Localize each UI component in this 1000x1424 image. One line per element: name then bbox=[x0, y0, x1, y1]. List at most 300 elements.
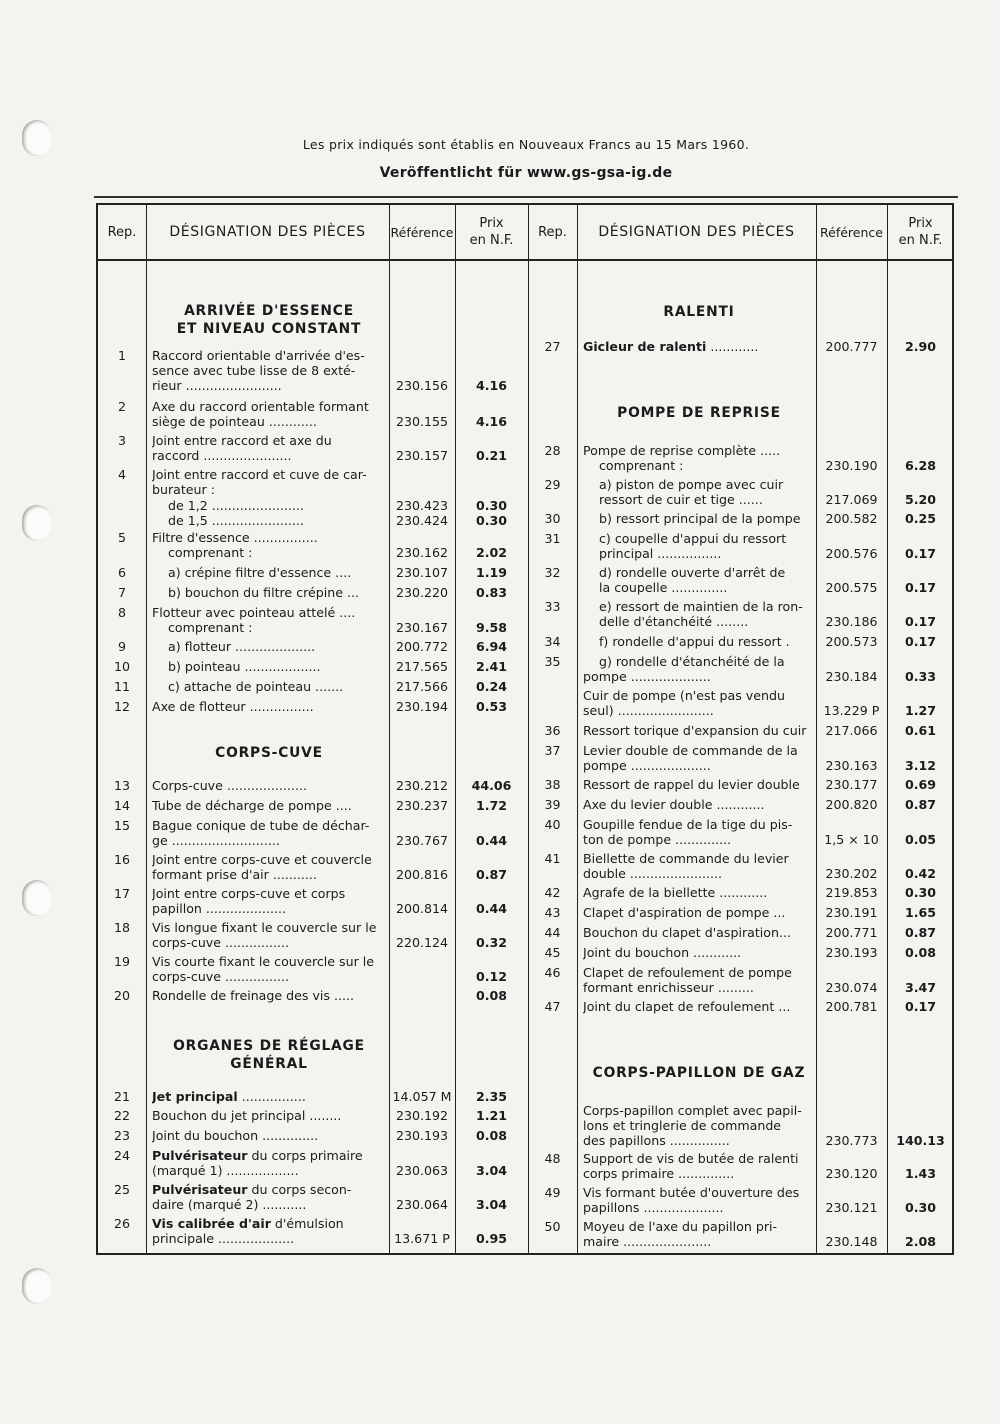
part-price: 1.19 bbox=[475, 565, 508, 580]
part-designation bbox=[152, 1128, 386, 1143]
part-reference: 230.177 bbox=[825, 777, 878, 792]
part-designation bbox=[583, 999, 815, 1014]
part-designation bbox=[152, 467, 386, 497]
designation-line: Bague conique de tube de déchar- bbox=[152, 818, 370, 833]
col-prix-right bbox=[887, 205, 954, 259]
part-designation bbox=[152, 513, 386, 528]
designation-line: Axe du raccord orientable formant bbox=[152, 399, 369, 414]
designation-line: Bouchon du clapet d'aspiration... bbox=[583, 925, 791, 940]
rep-number: 21 bbox=[113, 1089, 131, 1104]
rep-number: 10 bbox=[113, 659, 131, 674]
part-designation bbox=[152, 699, 386, 714]
col-rep-left: Rep. bbox=[107, 224, 137, 240]
part-price: 0.25 bbox=[904, 511, 937, 526]
designation-line: Joint entre corps-cuve et corps bbox=[152, 886, 346, 901]
part-reference: 230.193 bbox=[825, 945, 878, 960]
part-designation bbox=[152, 1216, 386, 1246]
designation-line: Cuir de pompe (n'est pas vendu bbox=[583, 688, 785, 703]
punch-hole bbox=[22, 1268, 52, 1304]
part-reference: 230.202 bbox=[825, 866, 878, 881]
rep-number: 38 bbox=[544, 777, 561, 792]
designation-line: Levier double de commande de la bbox=[583, 743, 798, 758]
designation-line: b) pointeau ................... bbox=[168, 659, 321, 674]
part-price: 0.17 bbox=[904, 999, 937, 1014]
prix-line2: en N.F. bbox=[898, 233, 943, 248]
part-reference: 230.184 bbox=[825, 669, 878, 684]
rep-number: 26 bbox=[113, 1216, 131, 1231]
part-designation bbox=[152, 954, 386, 984]
designation-line: Vis calibrée d'air d'émulsion bbox=[152, 1216, 344, 1231]
section-heading-line: RALENTI bbox=[663, 304, 735, 320]
part-reference: 230.220 bbox=[395, 585, 449, 600]
part-reference: 200.814 bbox=[395, 901, 449, 916]
part-price: 1.72 bbox=[475, 798, 508, 813]
part-designation bbox=[583, 654, 815, 684]
rep-number: 43 bbox=[544, 905, 561, 920]
part-price: 1.21 bbox=[475, 1108, 508, 1123]
part-price: 1.43 bbox=[904, 1166, 937, 1181]
rep-number: 47 bbox=[544, 999, 561, 1014]
designation-line: Clapet de refoulement de pompe bbox=[583, 965, 792, 980]
designation-line: Pompe de reprise complète ..... bbox=[583, 443, 781, 458]
part-designation bbox=[583, 477, 815, 507]
designation-line: des papillons ............... bbox=[583, 1133, 730, 1148]
part-designation bbox=[152, 1108, 386, 1123]
rep-number: 3 bbox=[117, 433, 126, 448]
designation-line: Moyeu de l'axe du papillon pri- bbox=[583, 1219, 778, 1234]
part-reference: 230.767 bbox=[395, 833, 449, 848]
part-price: 0.32 bbox=[475, 935, 508, 950]
designation-line: corps-cuve ................ bbox=[152, 935, 290, 950]
rep-number: 16 bbox=[113, 852, 131, 867]
part-reference: 1,5 × 10 bbox=[824, 832, 879, 847]
price-note: Les prix indiqués sont établis en Nouveaux Francs au 15 Mars 1960. bbox=[302, 137, 750, 152]
part-reference: 230.163 bbox=[825, 758, 878, 773]
designation-line: raccord ...................... bbox=[152, 448, 292, 463]
designation-line: a) crépine filtre d'essence .... bbox=[168, 565, 352, 580]
emphasis: Gicleur de ralenti bbox=[583, 339, 707, 354]
rep-number: 24 bbox=[113, 1148, 131, 1163]
section-heading-line: GÉNÉRAL bbox=[230, 1056, 308, 1072]
part-reference: 230.191 bbox=[825, 905, 878, 920]
part-price: 2.08 bbox=[904, 1234, 937, 1249]
part-designation bbox=[583, 634, 815, 649]
designation-line: b) ressort principal de la pompe bbox=[599, 511, 801, 526]
part-designation bbox=[152, 639, 386, 654]
rep-number: 15 bbox=[113, 818, 131, 833]
part-reference: 230.156 bbox=[395, 378, 449, 393]
designation-line: Corps-papillon complet avec papil- bbox=[583, 1103, 802, 1118]
rep-number: 31 bbox=[544, 531, 561, 546]
part-reference: 230.157 bbox=[395, 448, 449, 463]
part-price: 0.87 bbox=[904, 925, 937, 940]
col-prix-left bbox=[455, 205, 528, 259]
emphasis: Vis calibrée d'air bbox=[152, 1216, 271, 1231]
designation-line: corps-cuve ................ bbox=[152, 969, 290, 984]
rep-number: 46 bbox=[544, 965, 561, 980]
designation-line: comprenant : bbox=[168, 545, 253, 560]
part-price: 1.65 bbox=[904, 905, 937, 920]
designation-line: Axe de flotteur ................ bbox=[152, 699, 314, 714]
part-designation bbox=[583, 339, 815, 354]
part-designation bbox=[152, 988, 386, 1003]
part-designation bbox=[152, 886, 386, 916]
part-price: 0.08 bbox=[475, 988, 508, 1003]
part-reference: 230.063 bbox=[395, 1163, 449, 1178]
part-designation bbox=[583, 797, 815, 812]
designation-line: Filtre d'essence ................ bbox=[152, 530, 318, 545]
part-price: 2.02 bbox=[475, 545, 508, 560]
designation-line: c) attache de pointeau ....... bbox=[168, 679, 344, 694]
designation-line: Raccord orientable d'arrivée d'es- bbox=[152, 348, 365, 363]
rep-number: 49 bbox=[544, 1185, 561, 1200]
part-price: 0.30 bbox=[904, 885, 937, 900]
designation-line: principal ................ bbox=[599, 546, 722, 561]
part-designation bbox=[152, 1089, 386, 1104]
part-reference: 217.069 bbox=[825, 492, 878, 507]
part-reference: 230.186 bbox=[825, 614, 878, 629]
part-reference: 217.066 bbox=[825, 723, 878, 738]
part-reference: 200.575 bbox=[825, 580, 878, 595]
section-heading-line: POMPE DE REPRISE bbox=[617, 405, 781, 421]
designation-line: (marqué 1) .................. bbox=[152, 1163, 299, 1178]
part-designation bbox=[583, 851, 815, 881]
designation-line: d) rondelle ouverte d'arrêt de bbox=[599, 565, 786, 580]
part-price: 3.12 bbox=[904, 758, 937, 773]
col-designation-right: DÉSIGNATION DES PIÈCES bbox=[598, 223, 795, 240]
part-designation bbox=[152, 798, 386, 813]
designation-line: formant prise d'air ........... bbox=[152, 867, 317, 882]
designation-line: Support de vis de butée de ralenti bbox=[583, 1151, 799, 1166]
rep-number: 33 bbox=[544, 599, 561, 614]
part-price: 0.44 bbox=[475, 833, 508, 848]
designation-line: burateur : bbox=[152, 482, 215, 497]
part-reference: 230.074 bbox=[825, 980, 878, 995]
designation-line: corps primaire .............. bbox=[583, 1166, 735, 1181]
rep-number: 11 bbox=[113, 679, 131, 694]
part-designation bbox=[583, 1219, 815, 1249]
designation-line: Tube de décharge de pompe .... bbox=[152, 798, 352, 813]
part-designation bbox=[152, 399, 386, 429]
emphasis: Pulvérisateur bbox=[152, 1148, 248, 1163]
rep-number: 48 bbox=[544, 1151, 561, 1166]
part-price: 1.27 bbox=[904, 703, 937, 718]
part-price: 0.08 bbox=[475, 1128, 508, 1143]
designation-line: a) flotteur .................... bbox=[168, 639, 316, 654]
part-price: 6.94 bbox=[475, 639, 508, 654]
part-reference: 200.777 bbox=[825, 339, 878, 354]
designation-line: Jet principal ................ bbox=[152, 1089, 306, 1104]
designation-line: delle d'étanchéité ........ bbox=[599, 614, 749, 629]
emphasis: Pulvérisateur bbox=[152, 1182, 248, 1197]
designation-line: Joint du clapet de refoulement ... bbox=[583, 999, 791, 1014]
prix-line2: en N.F. bbox=[469, 233, 514, 248]
part-reference: 200.576 bbox=[825, 546, 878, 561]
designation-line: rieur ........................ bbox=[152, 378, 282, 393]
designation-line: Joint entre raccord et cuve de car- bbox=[152, 467, 367, 482]
part-price: 0.30 bbox=[904, 1200, 937, 1215]
part-reference: 230.107 bbox=[395, 565, 449, 580]
part-reference: 200.816 bbox=[395, 867, 449, 882]
part-price: 0.17 bbox=[904, 580, 937, 595]
part-reference: 230.121 bbox=[825, 1200, 878, 1215]
part-price: 0.33 bbox=[904, 669, 937, 684]
part-reference: 13.229 P bbox=[823, 703, 880, 718]
published-note: Veröffentlicht für www.gs-gsa-ig.de bbox=[379, 165, 673, 181]
part-designation bbox=[583, 565, 815, 595]
part-reference: 200.781 bbox=[825, 999, 878, 1014]
part-price: 44.06 bbox=[471, 778, 512, 793]
part-designation bbox=[152, 348, 386, 393]
rep-number: 41 bbox=[544, 851, 561, 866]
part-price: 2.90 bbox=[904, 339, 937, 354]
part-price: 0.69 bbox=[904, 777, 937, 792]
part-designation bbox=[583, 817, 815, 847]
rep-number: 42 bbox=[544, 885, 561, 900]
rep-number: 44 bbox=[544, 925, 561, 940]
part-price: 0.30 bbox=[475, 513, 508, 528]
part-reference: 230.194 bbox=[395, 699, 449, 714]
part-price: 0.53 bbox=[475, 699, 508, 714]
rep-number: 2 bbox=[117, 399, 126, 414]
designation-line: b) bouchon du filtre crépine ... bbox=[168, 585, 359, 600]
designation-line: ge ........................... bbox=[152, 833, 280, 848]
designation-line: g) rondelle d'étanchéité de la bbox=[599, 654, 785, 669]
part-designation bbox=[583, 531, 815, 561]
designation-line: comprenant : bbox=[168, 620, 253, 635]
part-reference: 230.120 bbox=[825, 1166, 878, 1181]
part-reference: 230.190 bbox=[825, 458, 878, 473]
designation-line: Joint entre corps-cuve et couvercle bbox=[152, 852, 372, 867]
rep-number: 8 bbox=[117, 605, 126, 620]
section-heading-line: ORGANES DE RÉGLAGE bbox=[173, 1038, 365, 1054]
part-price: 9.58 bbox=[475, 620, 508, 635]
designation-line: papillon .................... bbox=[152, 901, 286, 916]
designation-line: Bouchon du jet principal ........ bbox=[152, 1108, 342, 1123]
designation-line: siège de pointeau ............ bbox=[152, 414, 317, 429]
part-reference: 14.057 M bbox=[392, 1089, 452, 1104]
rep-number: 18 bbox=[113, 920, 131, 935]
rep-number: 22 bbox=[113, 1108, 131, 1123]
part-designation bbox=[152, 1148, 386, 1178]
part-designation bbox=[583, 885, 815, 900]
rep-number: 27 bbox=[544, 339, 561, 354]
part-price: 0.17 bbox=[904, 614, 937, 629]
designation-line: Joint entre raccord et axe du bbox=[152, 433, 332, 448]
part-price: 0.05 bbox=[904, 832, 937, 847]
rep-number: 20 bbox=[113, 988, 131, 1003]
part-reference: 230.155 bbox=[395, 414, 449, 429]
rep-number: 30 bbox=[544, 511, 561, 526]
part-reference: 217.566 bbox=[395, 679, 449, 694]
part-reference: 230.064 bbox=[395, 1197, 449, 1212]
top-rule bbox=[94, 196, 958, 198]
part-reference: 200.820 bbox=[825, 797, 878, 812]
part-designation bbox=[583, 723, 815, 738]
rep-number: 40 bbox=[544, 817, 561, 832]
rep-number: 35 bbox=[544, 654, 561, 669]
part-reference: 230.192 bbox=[395, 1108, 449, 1123]
part-designation bbox=[152, 605, 386, 635]
designation-line: Ressort de rappel du levier double bbox=[583, 777, 800, 792]
designation-line: Pulvérisateur du corps secon- bbox=[152, 1182, 352, 1197]
designation-line: Pulvérisateur du corps primaire bbox=[152, 1148, 363, 1163]
part-designation bbox=[583, 599, 815, 629]
designation-line: pompe .................... bbox=[583, 669, 711, 684]
part-reference: 230.193 bbox=[395, 1128, 449, 1143]
rep-number: 34 bbox=[544, 634, 561, 649]
part-designation bbox=[583, 511, 815, 526]
rep-number: 28 bbox=[544, 443, 561, 458]
part-price: 0.08 bbox=[904, 945, 937, 960]
punch-hole bbox=[22, 880, 52, 916]
rep-number: 5 bbox=[117, 530, 126, 545]
part-reference: 230.212 bbox=[395, 778, 449, 793]
section-heading-line: CORPS-PAPILLON DE GAZ bbox=[592, 1065, 806, 1081]
designation-line: Joint du bouchon ............ bbox=[583, 945, 742, 960]
designation-line: c) coupelle d'appui du ressort bbox=[599, 531, 787, 546]
designation-line: principale ................... bbox=[152, 1231, 295, 1246]
part-reference: 200.771 bbox=[825, 925, 878, 940]
part-reference: 200.582 bbox=[825, 511, 878, 526]
designation-line: Vis formant butée d'ouverture des bbox=[583, 1185, 800, 1200]
designation-line: Gicleur de ralenti ............ bbox=[583, 339, 759, 354]
designation-line: maire ...................... bbox=[583, 1234, 712, 1249]
part-reference: 200.772 bbox=[395, 639, 449, 654]
designation-line: Flotteur avec pointeau attelé .... bbox=[152, 605, 356, 620]
designation-line: de 1,2 ....................... bbox=[168, 498, 304, 513]
rep-number: 14 bbox=[113, 798, 131, 813]
col-reference-left: Référence bbox=[390, 224, 454, 240]
part-reference: 230.424 bbox=[395, 513, 449, 528]
emphasis: Jet principal bbox=[152, 1089, 238, 1104]
section-heading bbox=[583, 1064, 815, 1082]
part-price: 0.44 bbox=[475, 901, 508, 916]
designation-line: daire (marqué 2) ........... bbox=[152, 1197, 307, 1212]
designation-line: ton de pompe .............. bbox=[583, 832, 732, 847]
section-heading bbox=[152, 744, 386, 762]
designation-line: e) ressort de maintien de la ron- bbox=[599, 599, 803, 614]
section-heading bbox=[152, 302, 386, 338]
designation-line: f) rondelle d'appui du ressort . bbox=[599, 634, 790, 649]
rep-number: 45 bbox=[544, 945, 561, 960]
section-heading-line: CORPS-CUVE bbox=[215, 745, 323, 761]
part-designation bbox=[583, 777, 815, 792]
designation-line: Corps-cuve .................... bbox=[152, 778, 307, 793]
rep-number: 37 bbox=[544, 743, 561, 758]
part-reference: 200.573 bbox=[825, 634, 878, 649]
part-price: 3.04 bbox=[475, 1197, 508, 1212]
section-heading bbox=[583, 303, 815, 321]
part-reference: 230.423 bbox=[395, 498, 449, 513]
part-price: 3.47 bbox=[904, 980, 937, 995]
part-reference: 230.148 bbox=[825, 1234, 878, 1249]
part-designation bbox=[152, 498, 386, 513]
part-reference: 230.162 bbox=[395, 545, 449, 560]
part-designation bbox=[152, 679, 386, 694]
part-designation bbox=[583, 1151, 815, 1181]
section-heading bbox=[583, 404, 815, 422]
rep-number: 39 bbox=[544, 797, 561, 812]
designation-line: comprenant : bbox=[599, 458, 684, 473]
part-designation bbox=[152, 530, 386, 560]
rep-number: 1 bbox=[117, 348, 126, 363]
designation-line: formant enrichisseur ......... bbox=[583, 980, 754, 995]
designation-line: Joint du bouchon .............. bbox=[152, 1128, 319, 1143]
designation-line: papillons .................... bbox=[583, 1200, 724, 1215]
rep-number: 23 bbox=[113, 1128, 131, 1143]
rep-number: 36 bbox=[544, 723, 561, 738]
part-designation bbox=[583, 945, 815, 960]
designation-line: pompe .................... bbox=[583, 758, 711, 773]
designation-line: Agrafe de la biellette ............ bbox=[583, 885, 768, 900]
part-designation bbox=[152, 1182, 386, 1212]
designation-line: Vis courte fixant le couvercle sur le bbox=[152, 954, 375, 969]
designation-line: Goupille fendue de la tige du pis- bbox=[583, 817, 793, 832]
designation-line: ressort de cuir et tige ...... bbox=[599, 492, 763, 507]
prix-line1: Prix bbox=[908, 216, 933, 231]
part-designation bbox=[583, 965, 815, 995]
part-reference: 230.167 bbox=[395, 620, 449, 635]
section-heading bbox=[152, 1037, 386, 1073]
part-designation bbox=[152, 920, 386, 950]
part-designation bbox=[152, 433, 386, 463]
part-price: 0.17 bbox=[904, 546, 937, 561]
col-designation-left: DÉSIGNATION DES PIÈCES bbox=[169, 223, 366, 240]
part-reference: 13.671 P bbox=[394, 1231, 450, 1246]
part-price: 2.35 bbox=[475, 1089, 508, 1104]
part-price: 2.41 bbox=[475, 659, 508, 674]
part-price: 3.04 bbox=[475, 1163, 508, 1178]
part-designation bbox=[583, 1185, 815, 1215]
part-designation bbox=[583, 905, 815, 920]
designation-line: Ressort torique d'expansion du cuir bbox=[583, 723, 807, 738]
rep-number: 6 bbox=[117, 565, 126, 580]
part-reference: 220.124 bbox=[395, 935, 449, 950]
designation-line: Vis longue fixant le couvercle sur le bbox=[152, 920, 377, 935]
part-price: 0.61 bbox=[904, 723, 937, 738]
part-price: 0.83 bbox=[475, 585, 508, 600]
designation-line: Clapet d'aspiration de pompe ... bbox=[583, 905, 786, 920]
part-price: 0.87 bbox=[475, 867, 508, 882]
rep-number: 12 bbox=[113, 699, 131, 714]
rep-number: 4 bbox=[117, 467, 126, 482]
col-reference-right: Référence bbox=[820, 224, 883, 240]
rep-number: 19 bbox=[113, 954, 131, 969]
rep-number: 7 bbox=[117, 585, 126, 600]
part-designation bbox=[152, 565, 386, 580]
prix-line1: Prix bbox=[479, 216, 504, 231]
rep-number: 32 bbox=[544, 565, 561, 580]
designation-line: lons et tringlerie de commande bbox=[583, 1118, 782, 1133]
part-price: 140.13 bbox=[896, 1133, 945, 1148]
designation-line: la coupelle .............. bbox=[599, 580, 728, 595]
part-price: 0.30 bbox=[475, 498, 508, 513]
part-price: 0.21 bbox=[475, 448, 508, 463]
part-designation bbox=[152, 852, 386, 882]
part-designation bbox=[583, 688, 815, 718]
designation-line: de 1,5 ....................... bbox=[168, 513, 304, 528]
part-reference: 219.853 bbox=[825, 885, 878, 900]
rep-number: 13 bbox=[113, 778, 131, 793]
part-reference: 217.565 bbox=[395, 659, 449, 674]
rep-number: 50 bbox=[544, 1219, 561, 1234]
part-price: 0.95 bbox=[475, 1231, 508, 1246]
part-price: 0.17 bbox=[904, 634, 937, 649]
part-price: 0.87 bbox=[904, 797, 937, 812]
rep-number: 25 bbox=[113, 1182, 131, 1197]
part-designation bbox=[583, 443, 815, 473]
